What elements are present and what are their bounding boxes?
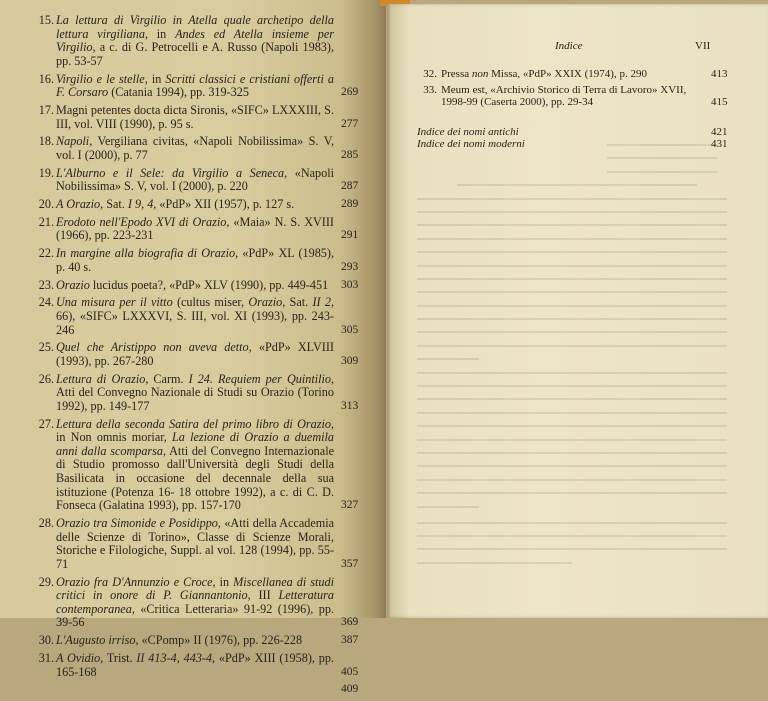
toc-entry <box>28 73 368 100</box>
ghost-line <box>417 211 727 213</box>
toc-entry <box>28 652 368 679</box>
right-page <box>387 4 768 618</box>
entry-page-number: 415 <box>711 96 728 108</box>
ghost-line <box>417 522 727 524</box>
ghost-line <box>607 171 717 173</box>
entry-page-number: 305 <box>341 323 359 336</box>
entry-number: 33. <box>423 83 437 96</box>
entry-page-number: 287 <box>341 180 359 193</box>
ghost-line <box>417 224 727 226</box>
running-title: Indice <box>555 40 583 52</box>
ghost-line <box>417 439 727 441</box>
entry-text: Quel che Aristippo non aveva detto, «PdP» XLVIII (1993), pp. 267-280 <box>56 340 334 368</box>
ghost-line <box>417 385 727 387</box>
ghost-line <box>417 372 727 374</box>
toc-entry-trailing-page <box>28 683 368 697</box>
left-page <box>0 0 386 696</box>
entry-page-number: 293 <box>341 260 359 273</box>
ghost-line <box>417 452 727 454</box>
entry-text: Una misura per il vitto (cultus miser, Orazio, Sat. II 2, 66), «SIFC» LXXXVI, S. III, vol. XI (1993), pp. 243-246 <box>56 295 335 337</box>
entry-number: 26. <box>38 371 54 386</box>
toc-entry <box>28 216 368 243</box>
entry-number: 21. <box>38 214 54 229</box>
toc-entry <box>28 634 368 648</box>
entry-number: 24. <box>38 295 54 310</box>
ghost-line <box>417 265 727 267</box>
entry-number: 32. <box>423 68 437 80</box>
entry-text: Orazio tra Simonide e Posidippo, «Atti della Accademia delle Scienze di Torino», Classe di Scienze Morali, Storiche e Filologiche, Suppl. al vol. 128 (1994), pp. 55-71 <box>56 516 335 571</box>
entry-page-number: 291 <box>341 229 359 242</box>
entry-page-number: 413 <box>711 68 728 80</box>
entry-text: La lettura di Virgilio in Atella quale archetipo della lettura virgiliana, in Andes ed Atella insieme per Virgilio, a c. di G. Petrocelli e A. Russo (Napoli 1983), pp. 53-57 <box>56 13 334 68</box>
entry-number: 16. <box>38 71 54 86</box>
ghost-line <box>417 305 727 307</box>
ghost-line <box>457 184 697 186</box>
entry-text: Virgilio e le stelle, in Scritti classici e cristiani offerti a F. Corsaro (Catania 1994), pp. 319-325 <box>56 71 334 100</box>
entry-number: 23. <box>38 277 54 292</box>
toc-entries-left <box>28 14 368 701</box>
toc-entry <box>417 84 747 109</box>
ghost-line <box>417 251 727 253</box>
index-page-number: 421 <box>711 125 728 138</box>
entry-number: 19. <box>38 165 54 180</box>
entry-number: 20. <box>38 197 54 212</box>
entry-text: Orazio lucidus poeta?, «PdP» XLV (1990), pp. 449-451 <box>56 277 329 292</box>
ghost-line <box>417 318 727 320</box>
index-entry <box>417 126 747 139</box>
entry-number: 30. <box>38 633 54 648</box>
entry-page-number: 387 <box>341 634 359 647</box>
bleed-through-text <box>417 144 727 575</box>
ghost-line <box>417 358 479 360</box>
toc-entry <box>28 517 368 571</box>
toc-entry <box>28 373 368 414</box>
ghost-line <box>417 291 727 293</box>
entry-page-number: 409 <box>341 683 359 696</box>
entry-text: L'Alburno e il Sele: da Virgilio a Seneca, «Napoli Nobilissima» S. V, vol. I (2000), p. 220 <box>56 165 334 194</box>
ghost-line <box>417 412 727 414</box>
toc-entry <box>28 341 368 368</box>
entry-text: Orazio fra D'Annunzio e Croce, in Miscellanea di studi critici in onore di P. Giannantonio, III Letteratura contemporanea, «Critica Letteraria» 91-92 (1996), pp. 39-56 <box>56 574 334 630</box>
entry-number: 27. <box>38 416 54 431</box>
entry-number: 18. <box>38 134 54 149</box>
entry-text: Lettura di Orazio, Carm. I 24. Requiem per Quintilio, Atti del Convegno Nazionale di Studi su Orazio (Torino 1992), pp. 149-177 <box>56 371 335 413</box>
entry-page-number: 313 <box>341 399 359 412</box>
entry-text: Lettura della seconda Satira del primo libro di Orazio, in Non omnis moriar, La lezione di Orazio a duemila anni dalla scomparsa, Atti del Convegno Internazionale di Studio promosso dall'Università degli Studi della Basilicata in occasione del decennale della sua istituzione (Potenza 16- 18 ottobre 1992), a c. di C. D. Fonseca (Galatina 1993), pp. 157-170 <box>56 416 335 513</box>
page-number: VII <box>695 40 711 52</box>
ghost-line <box>417 345 727 347</box>
entry-page-number: 369 <box>341 616 359 629</box>
entry-page-number: 309 <box>341 354 359 367</box>
toc-entry <box>28 576 368 630</box>
entry-page-number: 327 <box>341 499 359 512</box>
entry-page-number: 303 <box>341 278 359 291</box>
ghost-line <box>417 535 727 537</box>
entry-text: L'Augusto irriso, «CPomp» II (1976), pp. 226-228 <box>56 633 303 648</box>
index-page-number: 431 <box>711 138 728 150</box>
index-label: Indice dei nomi moderni <box>417 138 525 150</box>
ghost-line <box>417 278 727 280</box>
ghost-line <box>417 479 727 481</box>
entry-number: 29. <box>38 574 54 589</box>
toc-entry <box>28 104 368 131</box>
entry-number: 28. <box>38 516 54 531</box>
entry-number: 17. <box>38 102 54 117</box>
ghost-line <box>417 492 727 494</box>
toc-entry <box>28 198 368 212</box>
entry-page-number: 277 <box>341 117 359 130</box>
toc-entry <box>28 135 368 162</box>
entry-text: Magni petentes docta dicta Sironis, «SIFC» LXXXIII, S. III, vol. VIII (1990), p. 95 s. <box>56 102 334 131</box>
entry-text: Napoli, Vergiliana civitas, «Napoli Nobilissima» S. V, vol. I (2000), p. 77 <box>56 134 334 162</box>
ghost-line <box>417 465 727 467</box>
entry-page-number: 285 <box>341 148 359 161</box>
ghost-line <box>417 198 727 200</box>
toc-entry <box>417 68 747 81</box>
toc-entry <box>28 14 368 68</box>
entry-text: Meum est, «Archivio Storico di Terra di Lavoro» XVII, 1998-99 (Caserta 2000), pp. 29-34 <box>441 83 687 108</box>
ghost-line <box>607 157 717 159</box>
entry-page-number: 289 <box>341 198 359 211</box>
ghost-line <box>417 548 727 550</box>
toc-entry <box>28 167 368 194</box>
ghost-line <box>417 331 727 333</box>
ghost-line <box>417 398 727 400</box>
entry-page-number: 357 <box>341 557 359 570</box>
entry-page-number: 269 <box>341 86 359 99</box>
ghost-line <box>417 562 572 564</box>
ghost-line <box>417 238 727 240</box>
entry-text: A Orazio, Sat. I 9, 4, «PdP» XII (1957), p. 127 s. <box>56 197 295 212</box>
index-entry <box>417 138 747 151</box>
ghost-line <box>417 425 727 427</box>
entry-number: 31. <box>38 650 54 665</box>
entry-number: 15. <box>38 13 54 27</box>
entry-text: In margine alla biografia di Orazio, «PdP» XL (1985), p. 40 s. <box>56 246 334 274</box>
entry-number: 25. <box>38 340 54 355</box>
toc-entry <box>28 296 368 337</box>
entry-number: 22. <box>38 246 54 261</box>
toc-entry <box>28 279 368 293</box>
entry-page-number: 405 <box>341 665 359 678</box>
entry-text: A Ovidio, Trist. II 413-4, 443-4, «PdP» XIII (1958), pp. 165-168 <box>56 650 334 679</box>
toc-entries-right <box>417 68 747 151</box>
entry-text: Pressa non Missa, «PdP» XXIX (1974), p. 290 <box>441 68 647 80</box>
toc-entry <box>28 418 368 513</box>
ghost-line <box>417 506 479 508</box>
toc-entry <box>28 247 368 274</box>
entry-text: Erodoto nell'Epodo XVI di Orazio, «Maia» N. S. XVIII (1966), pp. 223-231 <box>56 214 334 243</box>
index-label: Indice dei nomi antichi <box>417 125 519 138</box>
